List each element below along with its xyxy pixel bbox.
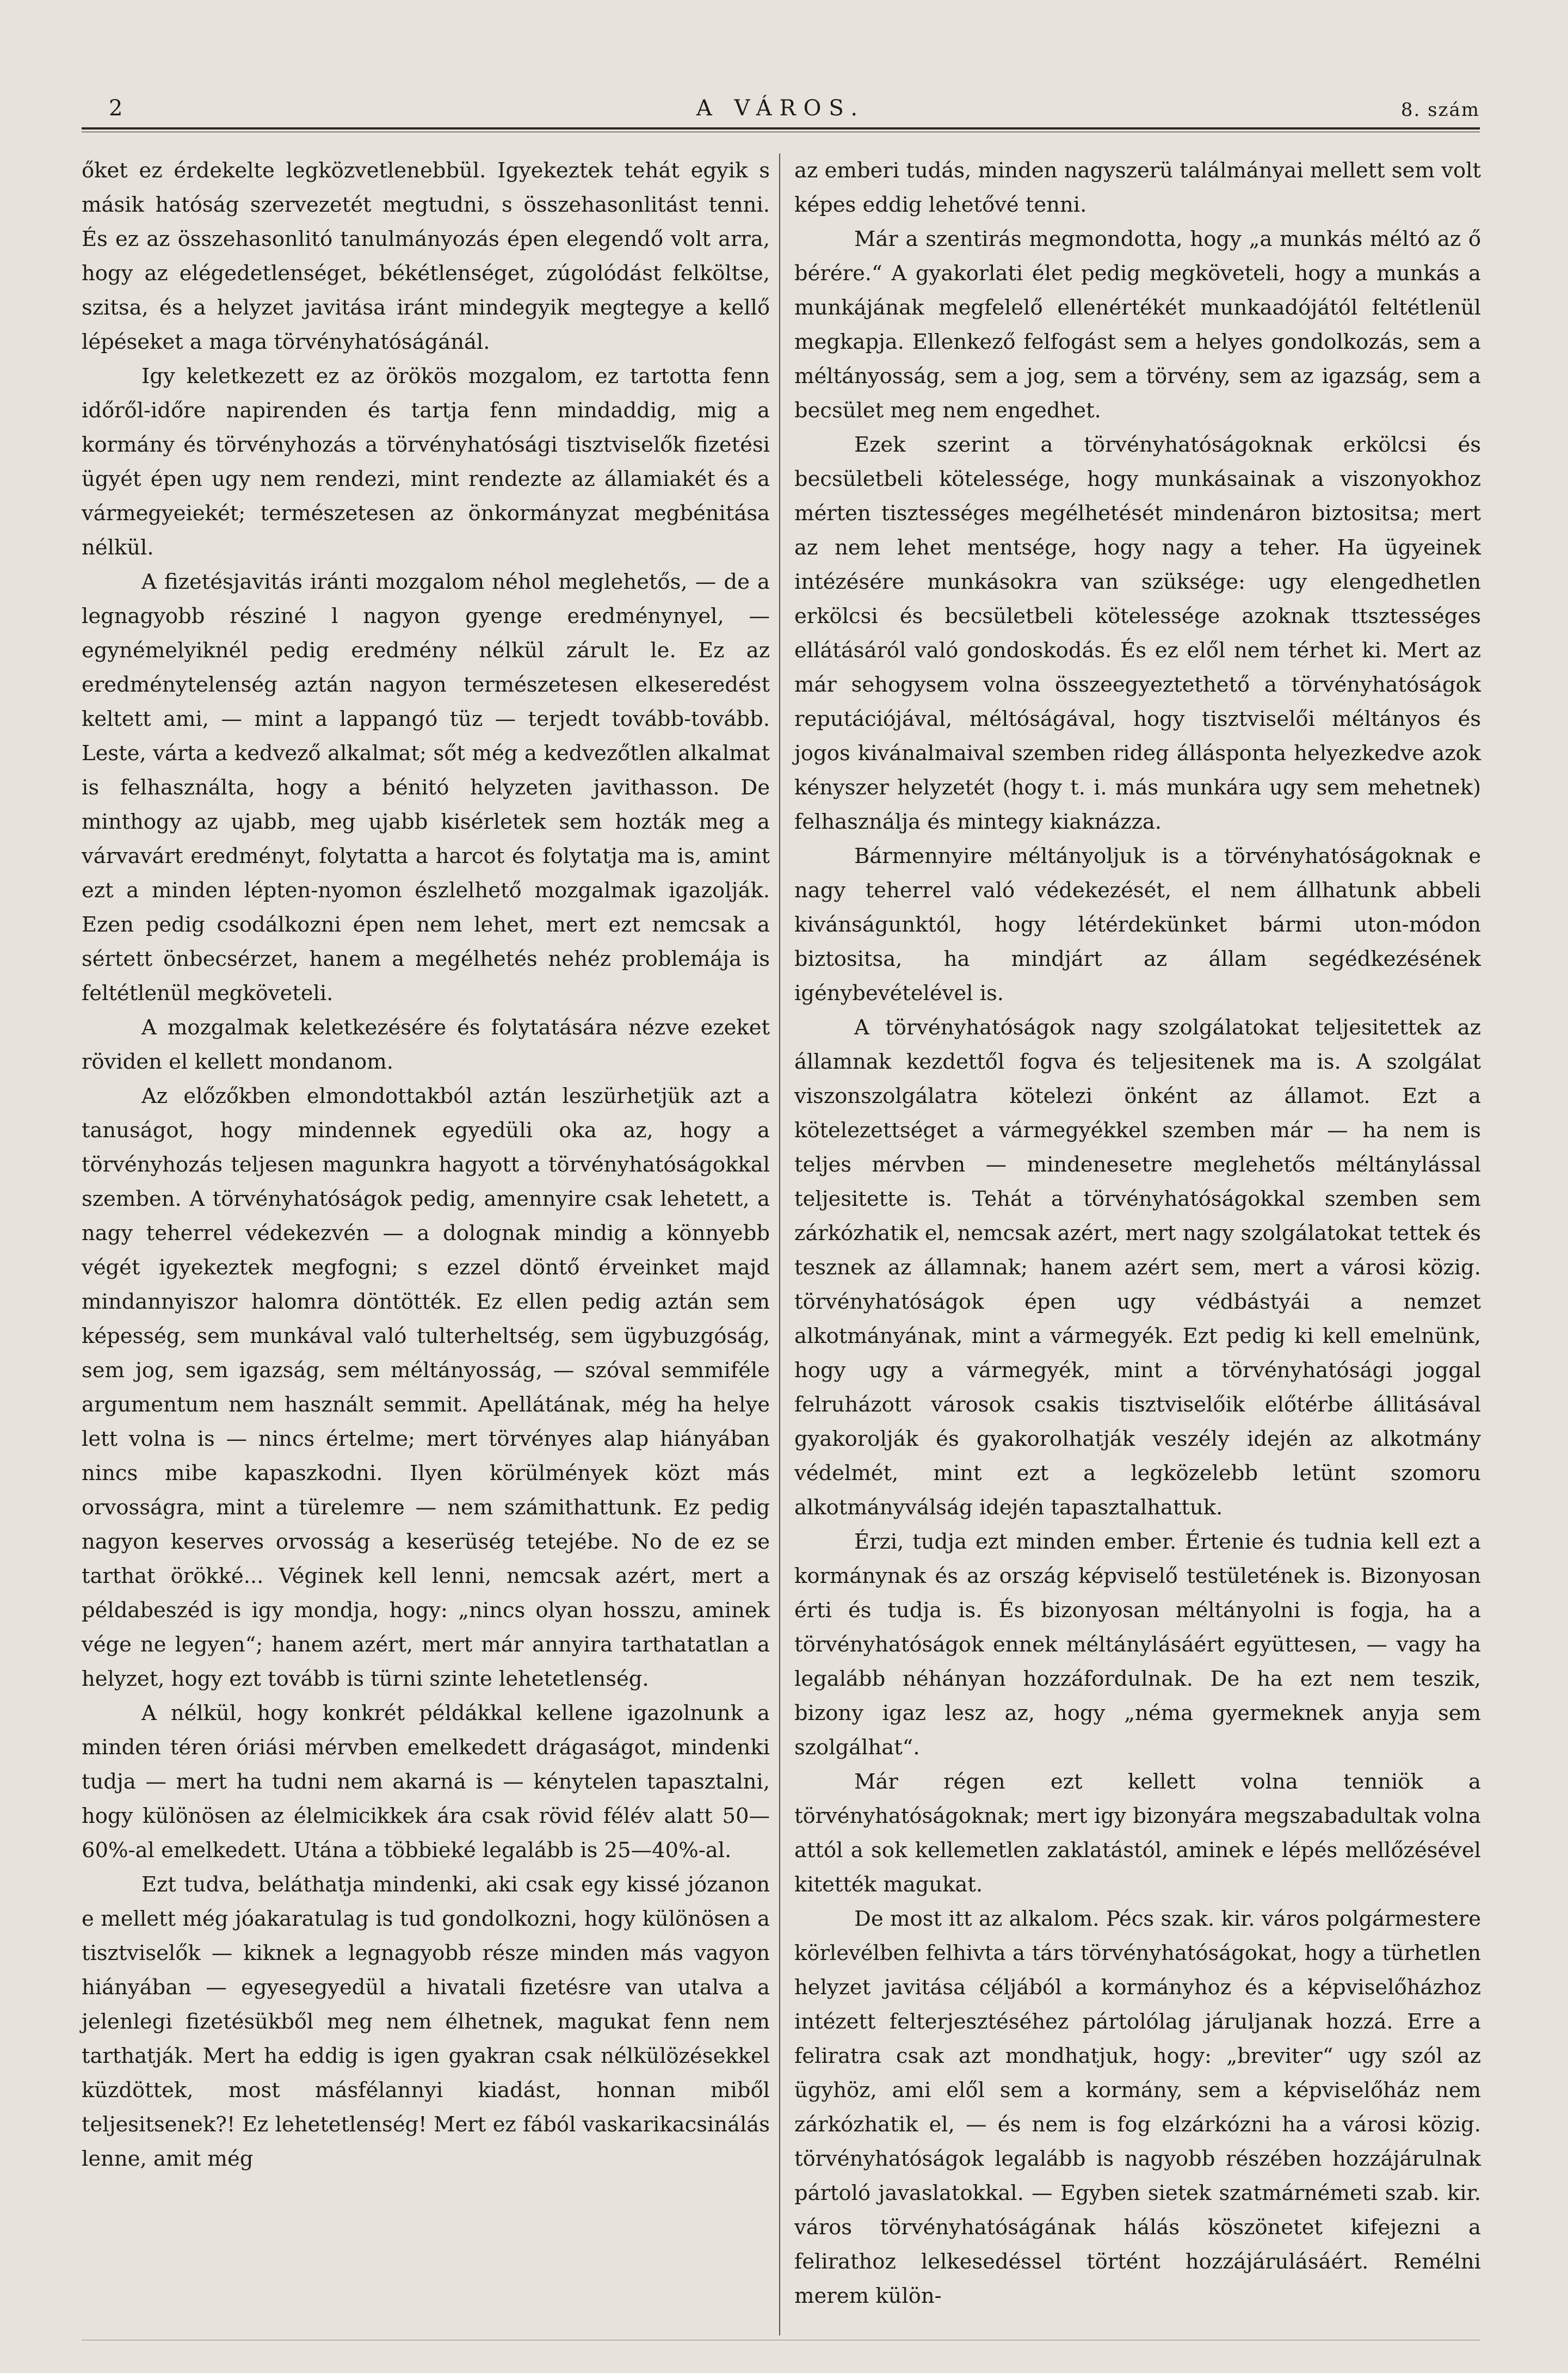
- journal-title: A VÁROS.: [696, 96, 866, 121]
- paragraph: Már a szentirás megmondotta, hogy „a munkás méltó az ő bérére.“ A gyakorlati élet pedig megköveteli, hogy a munkás a munkájának megfelelő ellenértékét munkaadójától feltétlenül megkapja. Ellenkező felfogást sem a helyes gondolkozás, sem a méltányosság, sem a jog, sem a törvény, sem az igazság, sem a becsület meg nem engedhet.: [794, 227, 1481, 423]
- paragraph: Ezek szerint a törvényhatóságoknak erkölcsi és becsületbeli kötelessége, hogy munkásainak a viszonyokhoz mérten tisztességes megélhetését mindenáron biztositsa; mert az nem lehet mentsége, hogy nagy a teher. Ha ügyeinek intézésére munkásokra van szüksége: ugy elengedhetlen erkölcsi és becsületbeli kötelessége azoknak ttsztességes ellátásáról való gondoskodás. És ez elől nem térhet ki. Mert az már sehogysem volna összeegyeztethető a törvényhatóságok reputációjával, méltóságával, hogy tisztviselői méltányos és jogos kivánalmaival szemben rideg állásponta helyezkedve azok kényszer helyzetét (hogy t. i. más munkára ugy sem mehetnek) felhasználja és mintegy kiaknázza.: [794, 433, 1481, 834]
- paragraph: Ezt tudva, beláthatja mindenki, aki csak egy kissé józanon e mellett még jóakaratulag is tud gondolkozni, hogy különösen a tisztviselők — kiknek a legnagyobb része minden más vagyon hiányában — egyesegyedül a hivatali fizetésre van utalva a jelenlegi fizetésükből meg nem élhetnek, magukat fenn nem tarthatják. Mert ha eddig is igen gyakran csak nélkülözésekkel küzdöttek, most másfélannyi kiadást, honnan miből teljesitsenek?! Ez lehetetlenség! Mert ez fából vaskarikacsinálás lenne, amit még: [82, 1872, 770, 2171]
- paragraph: Az előzőkben elmondottakból aztán leszürhetjük azt a tanuságot, hogy mindennek egyedüli oka az, hogy a törvényhozás teljesen magunkra hagyott a törvényhatóságokkal szemben. A törvényhatóságok pedig, amennyire csak lehetett, a nagy teherrel védekezvén — a dolognak mindig a könnyebb végét igyekeztek megfogni; s ezzel döntő érveinket majd mindannyiszor halomra döntötték. Ez ellen pedig aztán sem képesség, sem munkával való tulterheltség, sem ügybuzgóság, sem jog, sem igazság, sem méltányosság, — szóval semmiféle argumentum nem használt semmit. Apellátának, még ha helye lett volna is — nincs értelme; mert törvényes alap hiányában nincs mibe kapaszkodni. Ilyen körülmények közt más orvosságra, mint a türelemre — nem számithattunk. Ez pedig nagyon keserves orvosság a keserüség tetejébe. No de ez se tarthat örökké... Véginek kell lenni, nemcsak azért, mert a példabeszéd is igy mondja, hogy: „nincs olyan hosszu, aminek vége ne legyen“; hanem azért, mert már annyira tarthatatlan a helyzet, hogy ezt tovább is türni szinte lehetetlenség.: [82, 1084, 770, 1691]
- issue-number: 8. szám: [1400, 99, 1480, 121]
- paragraph: Érzi, tudja ezt minden ember. Értenie és tudnia kell ezt a kormánynak és az ország képviselő testületének is. Bizonyosan érti és tudja is. És bizonyosan méltányolni is fogja, ha a törvényhatóságok ennek méltánylásáért együttesen, — vagy ha legalább néhányan hozzáfordulnak. De ha ezt nem teszik, bizony igaz lesz az, hogy „néma gyermeknek anyja sem szolgálhat“.: [794, 1530, 1481, 1760]
- paragraph: A törvényhatóságok nagy szolgálatokat teljesitettek az államnak kezdettől fogva és teljesitenek ma is. A szolgálat viszonszolgálatra kötelezi önként az államot. Ezt a kötelezettséget a vármegyékkel szemben már — ha nem is teljes mérvben — mindenesetre meglehetős méltánylással teljesitette is. Tehát a törvényhatóságokkal szemben sem zárkózhatik el, nemcsak azért, mert nagy szolgálatokat tettek és tesznek az államnak; hanem azért sem, mert a városi közig. törvényhatóságok épen ugy védbástyái a nemzet alkotmányának, mint a vármegyék. Ezt pedig ki kell emelnünk, hogy ugy a vármegyék, mint a törvényhatósági joggal felruházott városok csakis tisztviselőik előtérbe állitásával gyakorolják és gyakorolhatják veszély idején az alkotmány védelmét, mint ezt a legközelebb letünt szomoru alkotmányválság idején tapasztalhattuk.: [794, 1015, 1481, 1520]
- paragraph: Igy keletkezett ez az örökös mozgalom, ez tartotta fenn időről-időre napirenden és tartja fenn mindaddig, mig a kormány és törvényhozás a törvényhatósági tisztviselők fizetési ügyét épen ugy nem rendezi, mint rendezte az államiakét és a vármegyeiekét; természetesen az önkormányzat megbénitása nélkül.: [82, 364, 770, 560]
- page-header: [82, 91, 1480, 130]
- paragraph: az emberi tudás, minden nagyszerü találmányai mellett sem volt képes eddig lehetővé tenni.: [794, 158, 1481, 217]
- paragraph: Már régen ezt kellett volna tenniök a törvényhatóságoknak; mert igy bizonyára megszabadultak volna attól a sok kellemetlen zaklatástól, aminek e lépés mellőzésével kitették magukat.: [794, 1770, 1481, 1897]
- paragraph: A nélkül, hogy konkrét példákkal kellene igazolnunk a minden téren óriási mérvben emelkedett drágaságot, mindenki tudja — mert ha tudni nem akarná is — kénytelen tapasztalni, hogy különösen az élelmicikkek ára csak rövid félév alatt 50—60%-al emelkedett. Utána a többieké legalább is 25—40%-al.: [82, 1701, 770, 1863]
- paragraph: De most itt az alkalom. Pécs szak. kir. város polgármestere körlevélben felhivta a társ törvényhatóságokat, hogy a türhetlen helyzet javitása céljából a kormányhoz és a képviselőházhoz intézett felterjesztéséhez pártolólag járuljanak hozzá. Erre a feliratra csak azt mondhatjuk, hogy: „breviter“ ugy szól az ügyhöz, ami elől sem a kormány, sem a képviselőház nem zárkózhatik el, — és nem is fog elzárkózni ha a városi közig. törvényhatóságok legalább is nagyobb részében hozzájárulnak pártoló javaslatokkal. — Egyben sietek szatmárnémeti szab. kir. város törvényhatóságának hálás köszönetet kifejezni a felirathoz lelkesedéssel történt hozzájárulásáért. Remélni merem külön-: [794, 1907, 1481, 2308]
- paragraph: A mozgalmak keletkezésére és folytatására nézve ezeket röviden el kellett mondanom.: [82, 1015, 770, 1074]
- paragraph: Bármennyire méltányoljuk is a törvényhatóságoknak e nagy teherrel való védekezését, el nem állhatunk abbeli kivánságunktól, hogy létérdekünket bármi uton-módon biztositsa, ha mindjárt az állam segédkezésének igénybevételével is.: [794, 844, 1481, 1006]
- column-divider: [779, 153, 780, 2335]
- header-rule: [82, 127, 1480, 132]
- left-column: [82, 153, 770, 2176]
- page-number: 2: [109, 96, 124, 121]
- paragraph: őket ez érdekelte legközvetlenebbül. Igyekeztek tehát egyik s másik hatóság szervezetét megtudni, s összehasonlitást tenni. És ez az összehasonlitó tanulmányozás épen elegendő volt arra, hogy az elégedetlenséget, békétlenséget, zúgolódást felköltse, szitsa, és a helyzet javitása iránt mindegyik megtegye a kellő lépéseket a maga törvényhatóságánál.: [82, 158, 770, 354]
- paragraph: A fizetésjavitás iránti mozgalom néhol meglehetős, — de a legnagyobb résziné l nagyon gyenge eredménynyel, — egynémelyiknél pedig eredmény nélkül zárult le. Ez az eredménytelenség aztán nagyon természetesen elkeseredést keltett ami, — mint a lappangó tüz — terjedt tovább-tovább. Leste, várta a kedvező alkalmat; sőt még a kedvezőtlen alkalmat is felhasználta, hogy a bénitó helyzeten javithasson. De minthogy az ujabb, meg ujabb kisérletek sem hozták meg a várvavárt eredményt, folytatta a harcot és folytatja ma is, amint ezt a minden lépten-nyomon észlelhető mozgalmak igazolják. Ezen pedig csodálkozni épen nem lehet, mert ezt nemcsak a sértett önbecsérzet, hanem a megélhetés nehéz problemája is feltétlenül megköveteli.: [82, 570, 770, 1006]
- right-column: [794, 153, 1481, 2313]
